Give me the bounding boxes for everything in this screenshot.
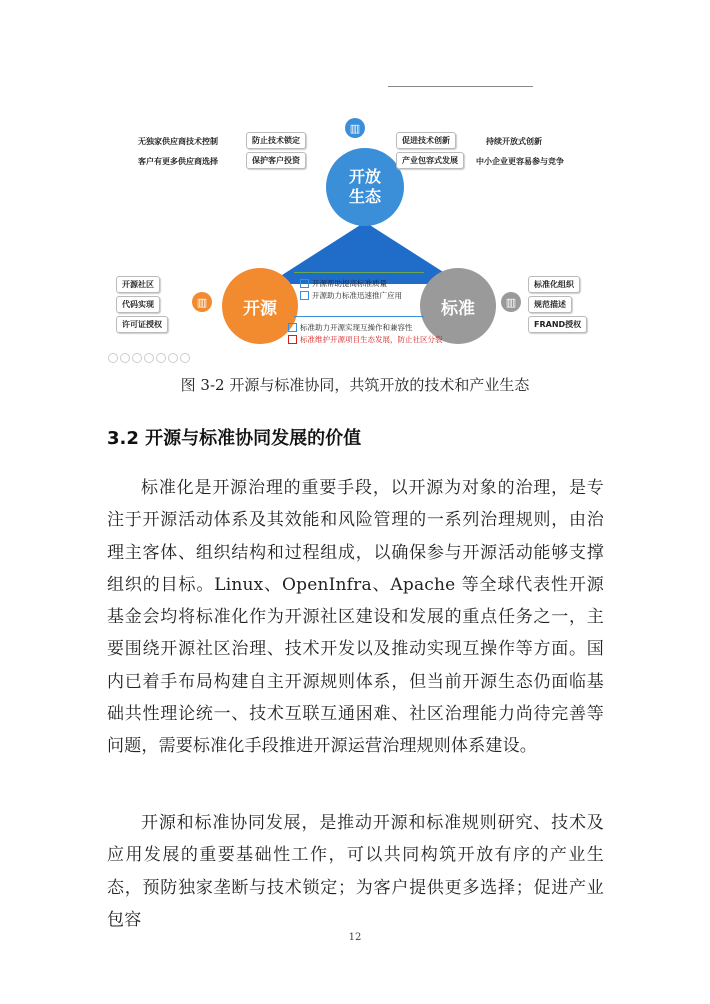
middle-item-text: 开源助力标准迅速推广应用 — [312, 291, 402, 300]
building-icon: ▥ — [192, 292, 212, 312]
right-box: FRAND授权 — [528, 316, 587, 333]
middle-item — [300, 290, 402, 301]
body-paragraph: 标准化是开源治理的重要手段，以开源为对象的治理，是专注于开源活动体系及其效能和风险管理的一系列治理规则，由治理主客体、组织结构和过程组成，以确保参与开源活动能够支撑组织的目标。Linux、OpenInfra、Apache 等全球代表性开源基金会均将标准化作为开源社区建设和发展的重点任务之一，主要围绕开源社区治理、技术开发以及推动实现互操作等方面。国内已着手布局构建自主开源规则体系，但当前开源生态仍面临基础共性理论统一、技术互联互通困难、社区治理能力尚待完善等问题，需要标准化手段推进开源运营治理规则体系建设。 — [107, 478, 604, 757]
middle-item-text: 标准维护开源项目生态发展，防止社区分裂 — [300, 335, 443, 344]
top-right-box: 产业包容式发展 — [396, 152, 464, 169]
checkbox-icon — [288, 323, 297, 332]
toolbar-icon — [144, 353, 154, 363]
toolbar-icon — [132, 353, 142, 363]
top-left-label: 无独家供应商技术控制 — [138, 137, 218, 146]
toolbar-icon — [108, 353, 118, 363]
arrow-line — [294, 272, 424, 273]
right-box: 规范描述 — [528, 296, 572, 313]
open-ecosystem-diagram — [108, 100, 608, 362]
page-number: 12 — [348, 932, 362, 943]
middle-item-text: 标准助力开源实现互操作和兼容性 — [300, 323, 413, 332]
middle-item — [300, 278, 387, 289]
open-source-circle: 开源 — [222, 268, 298, 344]
top-right-label: 中小企业更容易参与竞争 — [476, 157, 564, 166]
image-toolbar — [108, 348, 192, 358]
header-rule — [388, 86, 533, 87]
top-left-box: 保护客户投资 — [246, 152, 306, 169]
checkbox-icon — [300, 279, 309, 288]
top-left-label: 客户有更多供应商选择 — [138, 157, 218, 166]
toolbar-icon — [168, 353, 178, 363]
middle-item — [288, 322, 413, 333]
left-box: 开源社区 — [116, 276, 160, 293]
middle-item — [288, 334, 443, 345]
open-ecosystem-circle: 开放 生态 — [326, 148, 404, 226]
top-right-box: 促进技术创新 — [396, 132, 456, 149]
figure-caption: 图 3-2 开源与标准协同，共筑开放的技术和产业生态 — [180, 376, 530, 394]
building-icon: ▥ — [345, 118, 365, 138]
left-box: 许可证授权 — [116, 316, 168, 333]
toolbar-icon — [120, 353, 130, 363]
checkbox-icon — [288, 335, 297, 344]
standard-circle: 标准 — [420, 268, 496, 344]
toolbar-icon — [180, 353, 190, 363]
body-paragraph: 开源和标准协同发展，是推动开源和标准规则研究、技术及应用发展的重要基础性工作，可以共同构筑开放有序的产业生态，预防独家垄断与技术锁定；为客户提供更多选择；促进产业包容 — [107, 813, 604, 930]
top-left-box: 防止技术锁定 — [246, 132, 306, 149]
section-heading: 3.2 开源与标准协同发展的价值 — [107, 428, 362, 449]
triangle-shape — [268, 222, 462, 284]
right-box: 标准化组织 — [528, 276, 580, 293]
toolbar-icon — [156, 353, 166, 363]
checkbox-icon — [300, 291, 309, 300]
middle-item-text: 开源帮助提高标准质量 — [312, 279, 387, 288]
top-right-label: 持续开放式创新 — [486, 137, 542, 146]
building-icon: ▥ — [501, 292, 521, 312]
left-box: 代码实现 — [116, 296, 160, 313]
arrow-line — [294, 316, 424, 317]
